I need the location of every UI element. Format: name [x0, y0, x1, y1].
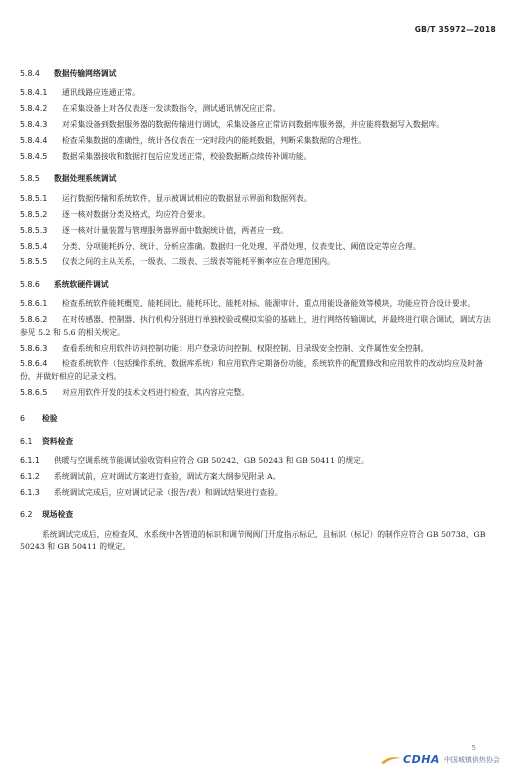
clause-text: 供暖与空调系统节能调试验收资料应符合 GB 50242、GB 50243 和 GB 50411 的规定。 — [54, 455, 369, 465]
clause-text: 分类、分项能耗拆分、统计、分析应准确。数据归一化处理、平滑处理、仪表变比、阈值设定等应合理。 — [62, 241, 421, 251]
clause-number: 5.8.4.4 — [20, 136, 48, 146]
standard-code: GB/T 35972—2018 — [414, 25, 496, 34]
clause — [20, 241, 496, 253]
section-heading — [20, 68, 496, 80]
clause-number: 5.8.5.1 — [20, 193, 48, 203]
clause-text: 检查采集数据的准确性，统计各仪表在一定时段内的能耗数据，判断采集数据的合理性。 — [62, 136, 367, 146]
clause-number: 5.8.6.1 — [20, 299, 48, 309]
subsection-title: 资料检查 — [42, 436, 74, 446]
clause-text: 逐一核对计量装置与管理服务器界面中数据统计值，两者应一致。 — [62, 225, 289, 235]
clause-text: 系统调试完成后，应对调试记录（报告/表）和调试结果进行查验。 — [54, 487, 283, 497]
clause-number: 5.8.4.3 — [20, 120, 48, 130]
section-number: 5.8.6 — [20, 279, 40, 289]
chapter-heading — [20, 413, 496, 425]
clause-number: 5.8.5.3 — [20, 225, 48, 235]
clause — [20, 455, 496, 467]
clause-text: 仪表之间的主从关系，一级表、二级表、三级表等能耗平衡率应在合理范围内。 — [62, 257, 335, 267]
section-heading — [20, 279, 496, 291]
clause — [20, 87, 496, 99]
clause — [20, 387, 496, 399]
clause-number: 5.8.6.2 — [20, 315, 48, 325]
clause-text: 逐一核对数据分类及格式，均应符合要求。 — [62, 209, 211, 219]
subsection-title: 现场检查 — [42, 510, 74, 520]
clause — [20, 209, 496, 221]
clause — [20, 119, 496, 131]
clause-number: 6.1.2 — [20, 471, 40, 481]
section-title: 系统软硬件调试 — [54, 279, 109, 289]
document-body — [20, 58, 496, 553]
section-title: 数据处理系统调试 — [54, 174, 117, 184]
clause — [20, 358, 496, 383]
clause — [20, 256, 496, 268]
clause — [20, 298, 496, 310]
clause-number: 5.8.6.3 — [20, 343, 48, 353]
logo-mark: CDHA — [403, 753, 440, 766]
chapter-title: 检验 — [42, 414, 58, 424]
clause-text: 数据采集器接收和数据打包后应发送正常，校验数据断点续传补调功能。 — [62, 152, 312, 162]
subsection-heading — [20, 509, 496, 521]
paragraph: 系统调试完成后，应检查风、水系统中各管道的标识和调节阀阀门开度指示标记，且标识（标记）的制作应符合 GB 50738、GB 50243 和 GB 50411 的规定。 — [20, 529, 486, 551]
clause-text: 检查系统软件（包括操作系统、数据库系统）和应用软件定期备份功能，系统软件的配置修改和应用软件的改动均应及时备份，并做好相应的记录文档。 — [20, 359, 484, 381]
section-number: 5.8.4 — [20, 69, 40, 78]
swoosh-icon — [380, 755, 402, 765]
clause-text: 系统调试前，应对调试方案进行查验，调试方案大纲参见附录 A。 — [54, 471, 281, 481]
section-heading — [20, 173, 496, 185]
clause-number: 5.8.5.2 — [20, 209, 48, 219]
clause-text: 对应用软件开发的技术文档进行检查，其内容应完整。 — [62, 387, 250, 397]
clause-text: 对采集设备到数据服务器的数据传输进行调试，采集设备应正常访问数据库服务器，并应能将数据写入数据库。 — [62, 120, 445, 130]
clause-number: 5.8.4.2 — [20, 104, 48, 114]
clause-number: 6.1.3 — [20, 487, 40, 497]
section-title: 数据传输网络调试 — [54, 69, 117, 78]
clause-text: 在采集设备上对各仪表逐一发读数指令，测试通讯情况应正常。 — [62, 104, 281, 114]
clause-text: 通讯线路应连通正常。 — [62, 88, 140, 98]
clause-text: 检查系统软件能耗概览、能耗同比、能耗环比、能耗对标、能源审计、重点用能设备能效等模块，功能应符合设计要求。 — [62, 299, 476, 309]
clause — [20, 225, 496, 237]
page-number: 5 — [471, 744, 476, 752]
clause-number: 6.1.1 — [20, 455, 40, 465]
clause-number: 5.8.4.1 — [20, 88, 48, 98]
clause — [20, 471, 496, 483]
clause — [20, 487, 496, 499]
subsection-number: 6.2 — [20, 510, 33, 520]
clause — [20, 314, 496, 339]
clause — [20, 193, 496, 205]
clause-number: 5.8.6.5 — [20, 387, 48, 397]
subsection-number: 6.1 — [20, 436, 33, 446]
clause — [20, 151, 496, 163]
clause — [20, 103, 496, 115]
clause-number: 5.8.5.5 — [20, 257, 48, 267]
subsection-heading — [20, 436, 496, 448]
clause-text: 查看系统和应用软件访问控制功能：用户登录访问控制、权限控制、目录级安全控制、文件属性安全控制。 — [62, 343, 429, 353]
logo-text: 中国城镇供热协会 — [443, 755, 500, 764]
clause — [20, 343, 496, 355]
chapter-number: 6 — [20, 414, 25, 424]
clause-text: 在对传感器、控制器、执行机构分别进行单独校验或模拟实验的基础上，进行网络传输调试，并最终进行联合调试，调试方法参见 5.2 和 5.6 的相关规定。 — [20, 315, 491, 337]
clause-text: 运行数据传输和系统软件，显示被调试相应的数据显示界面和数据列表。 — [62, 193, 312, 203]
clause-number: 5.8.6.4 — [20, 359, 48, 369]
clause — [20, 135, 496, 147]
section-number: 5.8.5 — [20, 174, 40, 184]
clause-number: 5.8.5.4 — [20, 241, 48, 251]
publisher-logo — [380, 753, 500, 766]
clause-number: 5.8.4.5 — [20, 152, 48, 162]
